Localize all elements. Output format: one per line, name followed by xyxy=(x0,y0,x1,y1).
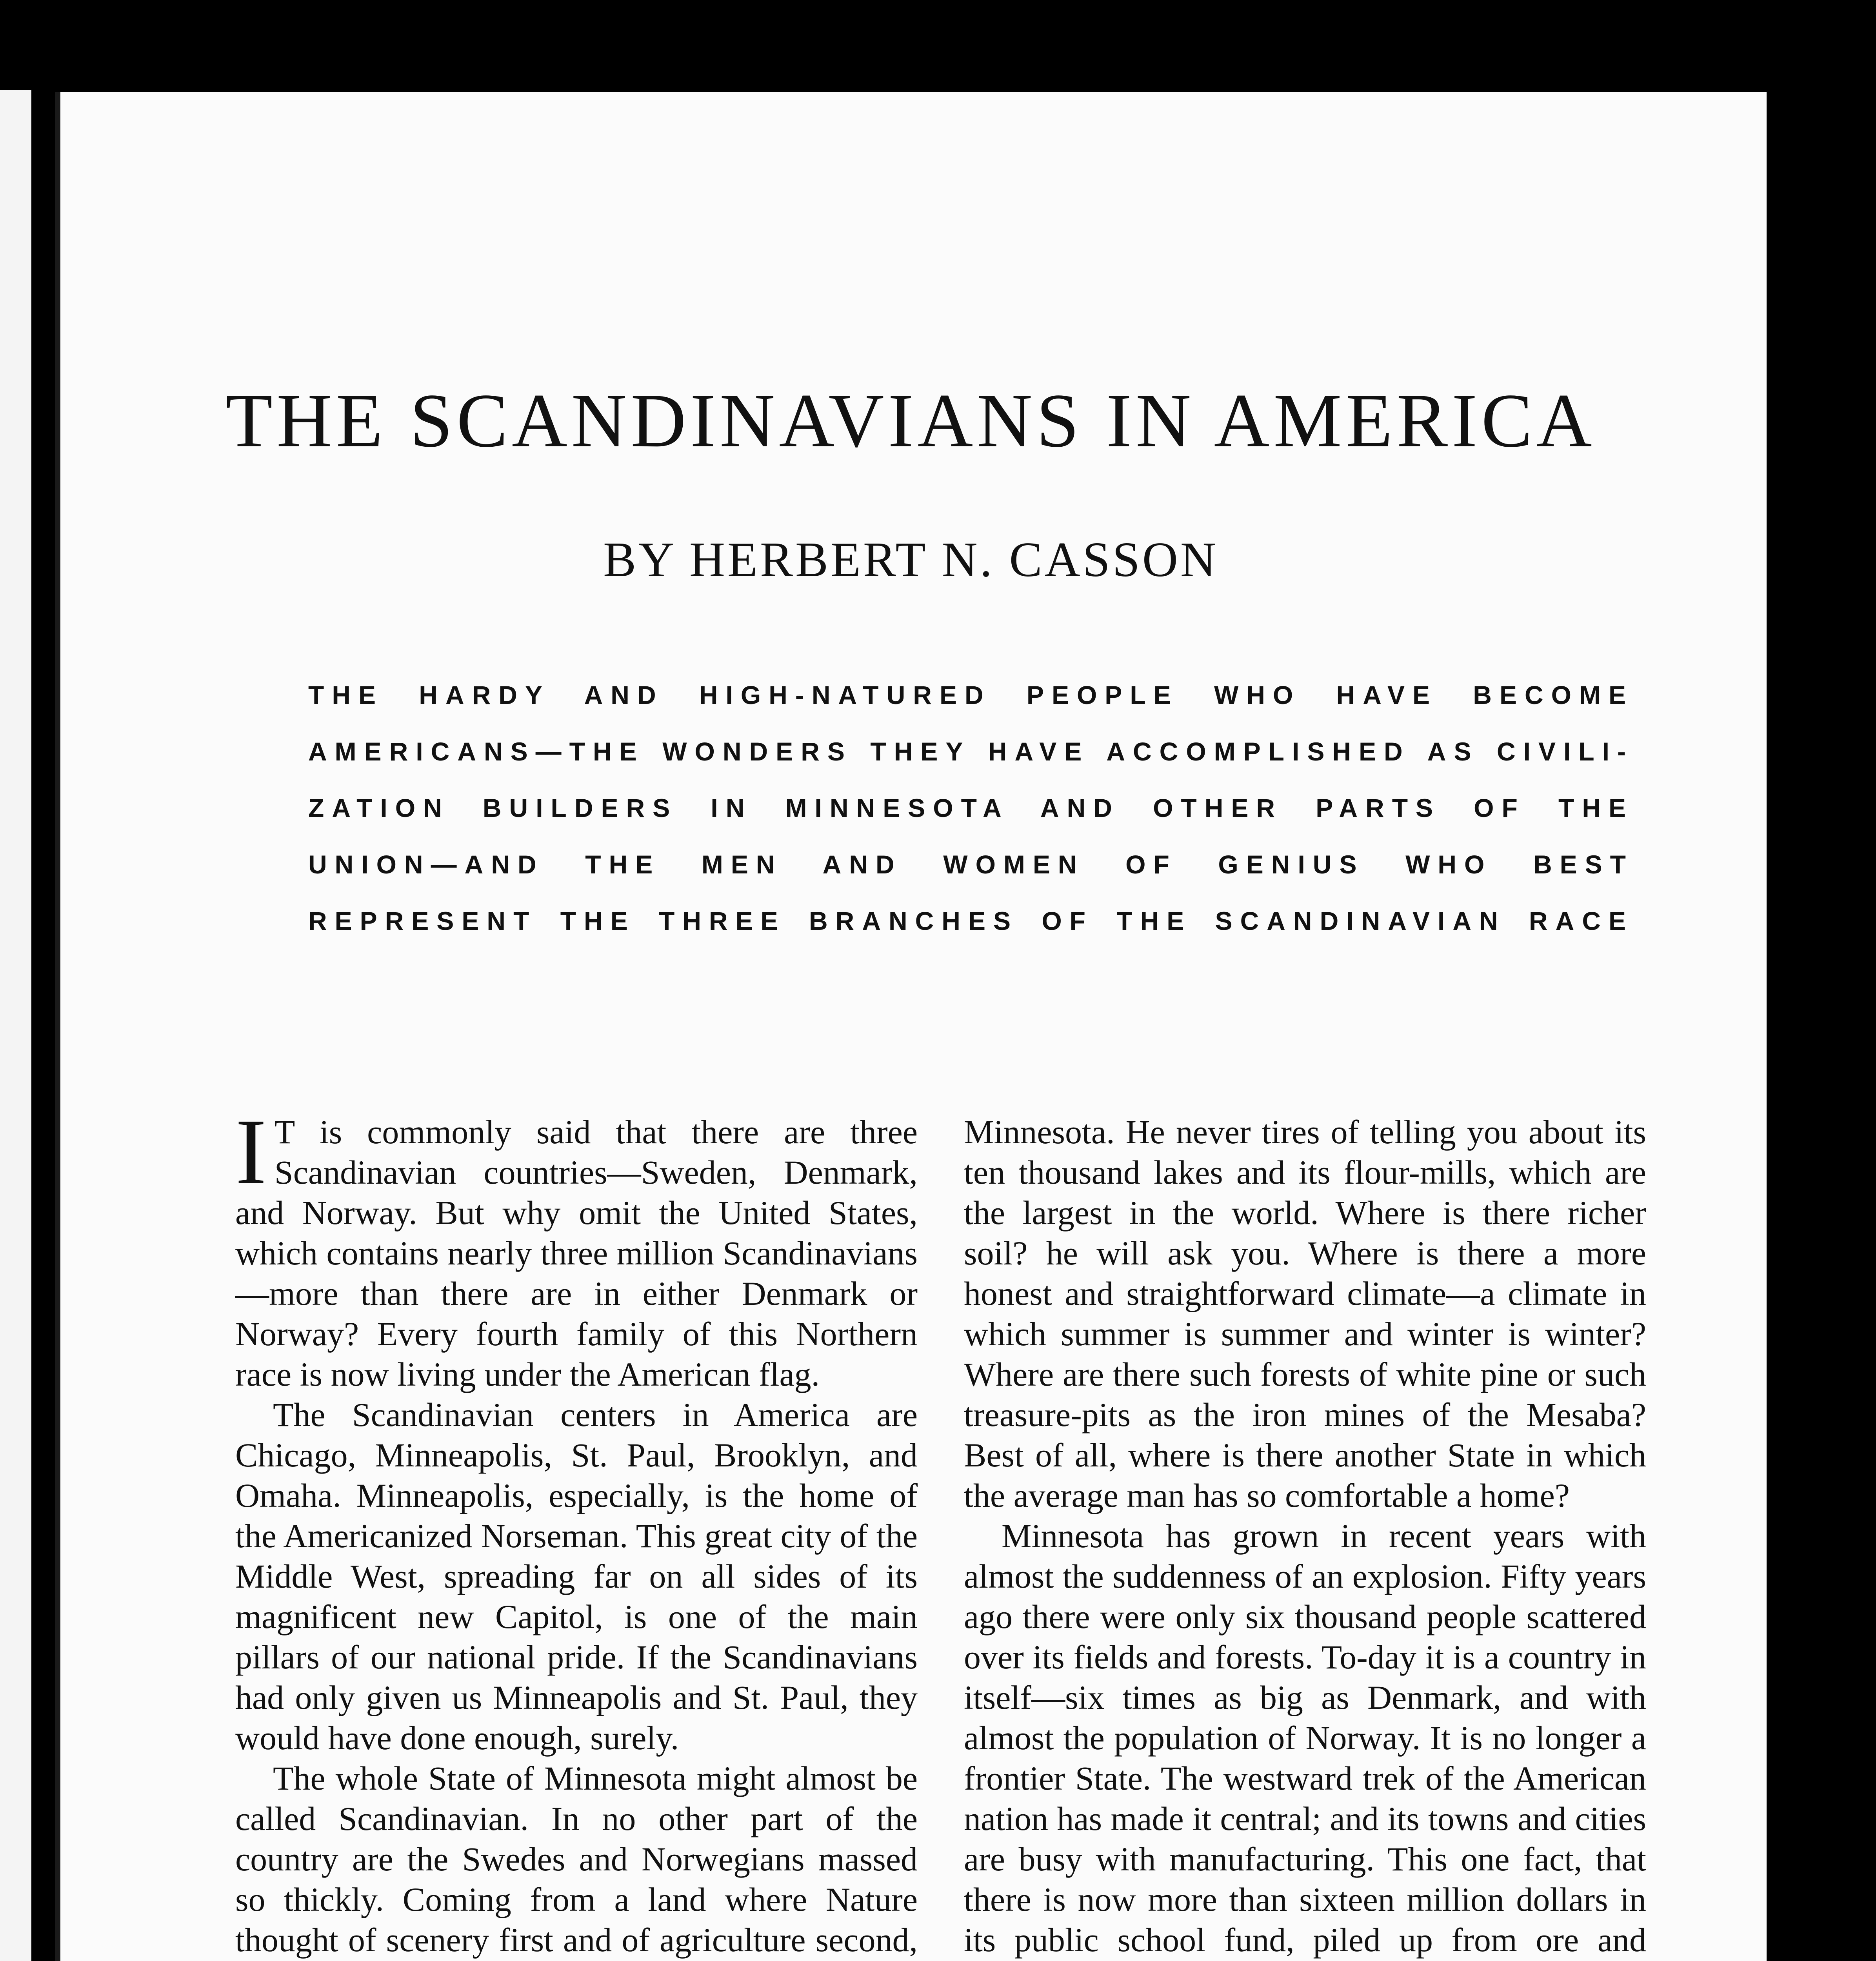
article-byline: BY HERBERT N. CASSON xyxy=(603,533,1218,587)
left-column xyxy=(235,1099,918,1961)
drop-cap: I xyxy=(235,1099,267,1204)
right-column xyxy=(964,1112,1646,1961)
paragraph: The whole State of Minnesota might almost be called Scandinavian. In no other part of the country are the Swedes and Norwegians massed so thickly. Coming from a land where Nature thought of scenery first and of agriculture second, xyxy=(235,1759,918,1959)
paragraph: Minnesota. He never tires of telling you about its ten thousand lakes and its flour-mills, which are the largest in the world. Where is there richer soil? he will ask you. Where is there a more honest and straightforward climate—a climate in which summer is summer and winter is winter? Where are there such forests of white pine or such treasure-pits as the iron mines of the Mesaba? Best of all, where is there another State in which the average man has so comfortable a home? xyxy=(964,1113,1646,1514)
deck-line: AMERICANS—THE WONDERS THEY HAVE ACCOMPLISHED AS CIVILI- xyxy=(308,737,1634,766)
deck-line: REPRESENT THE THREE BRANCHES OF THE SCANDINAVIAN RACE xyxy=(308,906,1634,935)
paragraph: I T is commonly said that there are three Scandinavian countries—Sweden, Denmark, and Norway. But why omit the United States, which contains nearly three million Scandinavians—more than there are in either Denmark or Norway? Every fourth family of this Northern race is now living under the American flag. xyxy=(235,1099,918,1393)
article-deck xyxy=(308,667,1634,949)
paragraph: Minnesota has grown in recent years with almost the suddenness of an explosion. Fifty years ago there were only six thousand people scattered over its fields and forests. To-day it is a country in itself—six times as big as Denmark, and with almost the population of Norway. It is no longer a frontier State. The westward trek of the American nation has made it central; and its towns and cities are busy with manufacturing. This one fact, that there is now more than sixteen million dollars in its public school fund, piled up from ore and xyxy=(964,1517,1646,1959)
magazine-page xyxy=(55,92,1767,1961)
paragraph: The Scandinavian centers in America are Chicago, Minneapolis, St. Paul, Brooklyn, and Omaha. Minneapolis, especially, is the home of the Americanized Norseman. This great city of the Middle West, spreading far on all sides of its magnificent new Capitol, is one of the main pillars of our national pride. If the Scandinavians had only given us Minneapolis and St. Paul, they would have done enough, surely. xyxy=(235,1396,918,1757)
article-title: THE SCANDINAVIANS IN AMERICA xyxy=(225,378,1596,463)
deck-line: UNION—AND THE MEN AND WOMEN OF GENIUS WHO BEST xyxy=(308,850,1634,879)
facing-page-edge xyxy=(0,90,31,1961)
deck-line: THE HARDY AND HIGH-NATURED PEOPLE WHO HAVE BECOME xyxy=(308,680,1634,709)
deck-line: ZATION BUILDERS IN MINNESOTA AND OTHER PARTS OF THE xyxy=(308,793,1634,822)
